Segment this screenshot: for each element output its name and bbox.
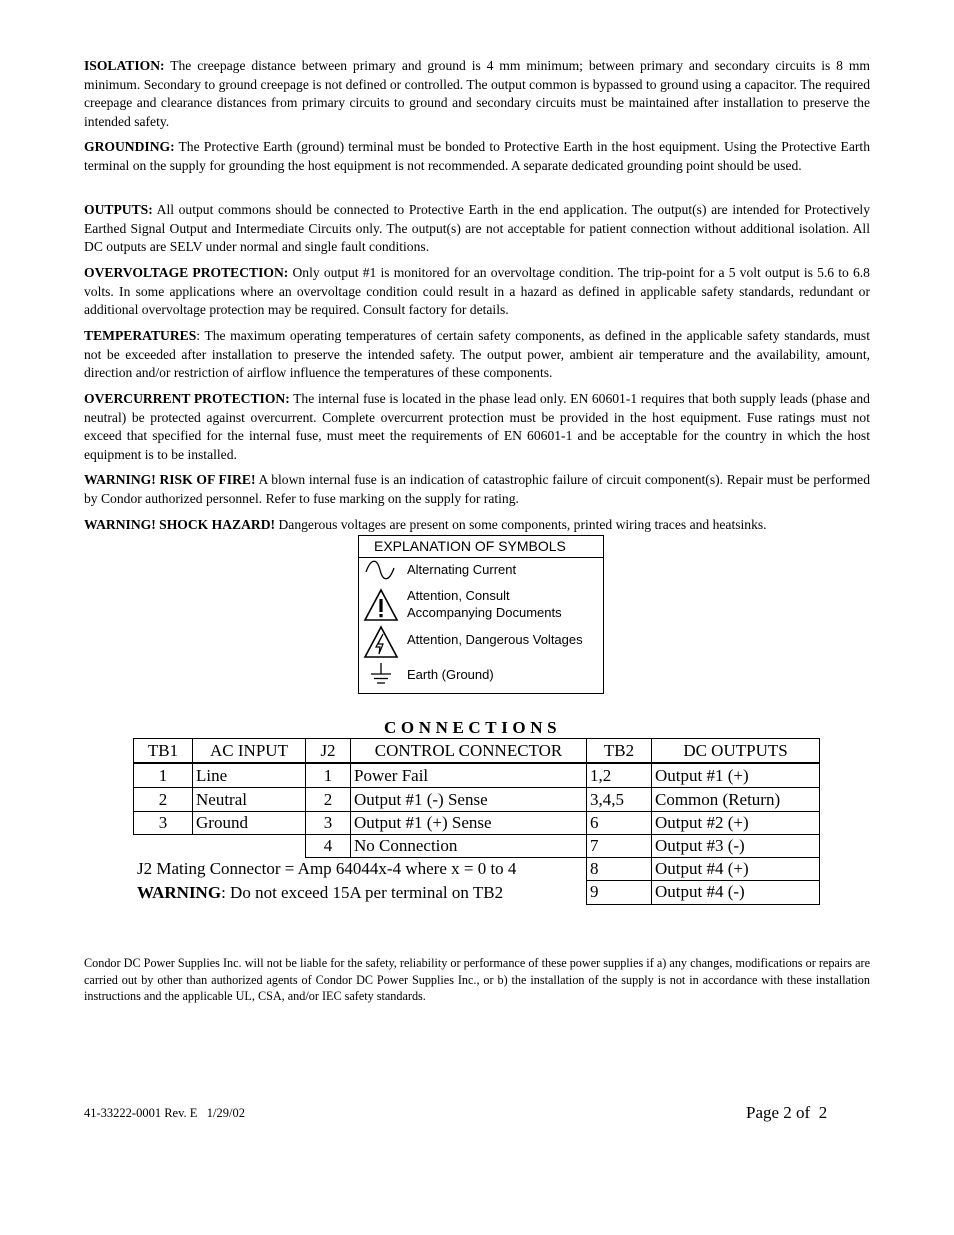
temperatures-paragraph [84, 327, 870, 383]
tb2-pin: 3,4,5 [590, 790, 624, 809]
warning-label: WARNING [137, 883, 222, 902]
mating-connector-note: J2 Mating Connector = Amp 64044x-4 where x = 0 to 4 [137, 859, 517, 878]
tb2-pin: 9 [590, 882, 599, 901]
shock-warning-heading: WARNING! SHOCK HAZARD! [84, 517, 276, 532]
fire-warning-text: A blown internal fuse is an indication of catastrophic failure of circuit component(s). Repair must be performed by Condor authorized personnel. Refer to fuse marking on the supply for rating. [84, 472, 870, 506]
j2-pin: 4 [323, 836, 333, 855]
j2-name: Output #1 (-) Sense [354, 790, 488, 809]
symbol-label-earth: Earth (Ground) [407, 667, 494, 682]
tb2-name: Output #1 (+) [655, 766, 749, 785]
connections-title: CONNECTIONS [384, 718, 562, 737]
tb2-pin: 6 [590, 813, 599, 832]
warning-text: : Do not exceed 15A per terminal on TB2 [221, 883, 504, 902]
header-j2: J2 [320, 741, 336, 760]
earth-ground-icon [363, 662, 399, 692]
header-tb1: TB1 [147, 741, 179, 760]
temperatures-text: : The maximum operating temperatures of certain safety components, as defined in the applicable safety standards, must not be exceeded after installation to preserve the intended safety. The output power, ambient air temperature and the availability, amount, direction and/or restriction of airflow influence the temperatures of these components. [84, 328, 870, 381]
symbol-label-ac: Alternating Current [407, 562, 517, 577]
overcurrent-text: The internal fuse is located in the phase lead only. EN 60601-1 requires that both supply leads (phase and neutral) be protected against overcurrent. Complete overcurrent protection must be provided in the host equipment. Fuse ratings must not exceed that specified for the internal fuse, must meet the requirements of EN 60601-1 and be acceptable for the country in which the host equipment is to be installed. [84, 391, 870, 462]
tb2-name: Output #2 (+) [655, 813, 749, 832]
outputs-text: All output commons should be connected to Protective Earth in the end application. The output(s) are intended for Protectively Earthed Signal Output and Intermediate Circuits only. The output(s) are not acceptable for patient connection without additional isolation. All DC outputs are SELV under normal and single fault conditions. [84, 202, 870, 255]
fire-warning-paragraph [84, 471, 870, 508]
tb2-pin: 1,2 [590, 766, 612, 785]
symbol-label-attention-line1: Attention, Consult [407, 588, 510, 603]
symbol-row-attention [359, 588, 603, 622]
attention-icon [363, 588, 399, 626]
dangerous-voltage-icon [363, 625, 399, 663]
j2-pin: 1 [323, 766, 333, 785]
tb2-pin: 7 [590, 836, 599, 855]
j2-pin: 2 [323, 790, 333, 809]
symbol-row-voltage [359, 625, 603, 659]
grounding-heading: GROUNDING: [84, 139, 175, 154]
isolation-paragraph [84, 57, 870, 131]
overcurrent-heading: OVERCURRENT PROTECTION: [84, 391, 290, 406]
grounding-paragraph [84, 138, 870, 175]
outputs-heading: OUTPUTS: [84, 202, 153, 217]
overvoltage-text: Only output #1 is monitored for an overvoltage condition. The trip-point for a 5 volt output is 5.6 to 6.8 volts. In some applications where an overvoltage condition could result in a hazard as defined in applicable safety standards, redundant or additional overvoltage protection may be required. Consult factory for details. [84, 265, 870, 318]
overvoltage-paragraph [84, 264, 870, 320]
liability-disclaimer: Condor DC Power Supplies Inc. will not be liable for the safety, reliability or performance of these power supplies if a) any changes, modifications or repairs are carried out by other than authorized agents of Condor DC Power Supplies Inc., or b) the installation of the supply is not in accordance with these installation instructions and the applicable UL, CSA, and/or IEC safety standards. [84, 956, 870, 1003]
j2-name: Output #1 (+) Sense [354, 813, 492, 832]
shock-warning-paragraph [84, 516, 870, 535]
page-number: Page 2 of 2 [746, 1103, 828, 1122]
symbols-title: EXPLANATION OF SYMBOLS [359, 536, 603, 558]
tb2-current-warning [137, 883, 503, 903]
outputs-paragraph [84, 201, 870, 257]
symbol-row-ac [359, 560, 603, 582]
tb2-pin: 8 [590, 859, 599, 878]
j2-name: Power Fail [354, 766, 429, 785]
symbols-legend [358, 535, 604, 694]
tb1-pin: 2 [158, 790, 168, 809]
shock-warning-text: Dangerous voltages are present on some components, printed wiring traces and heatsinks. [275, 517, 767, 532]
grounding-text: The Protective Earth (ground) terminal must be bonded to Protective Earth in the host equipment. Using the Protective Earth terminal on the supply for grounding the host equipment is not recommended. A separate dedicated grounding point should be used. [84, 139, 870, 173]
tb2-name: Output #4 (-) [655, 882, 745, 901]
overcurrent-paragraph [84, 390, 870, 464]
document-id: 41-33222-0001 Rev. E 1/29/02 [84, 1106, 245, 1120]
symbol-row-earth [359, 662, 603, 688]
tb1-name: Line [196, 766, 228, 785]
header-tb2: TB2 [603, 741, 635, 760]
tb1-pin: 1 [158, 766, 168, 785]
temperatures-heading: TEMPERATURES [84, 328, 197, 343]
header-dc-outputs: DC OUTPUTS [683, 741, 788, 760]
tb1-name: Ground [196, 813, 248, 832]
tb2-name: Common (Return) [655, 790, 781, 809]
tb1-name: Neutral [196, 790, 247, 809]
tb1-pin: 3 [158, 813, 168, 832]
symbol-label-voltage: Attention, Dangerous Voltages [407, 632, 583, 647]
tb2-name: Output #4 (+) [655, 859, 749, 878]
tb2-name: Output #3 (-) [655, 836, 745, 855]
alternating-current-icon [363, 560, 397, 584]
j2-name: No Connection [354, 836, 458, 855]
header-ac-input: AC INPUT [210, 741, 288, 760]
overvoltage-heading: OVERVOLTAGE PROTECTION: [84, 265, 289, 280]
symbol-label-attention-line2: Accompanying Documents [407, 605, 562, 620]
header-control-connector: CONTROL CONNECTOR [374, 741, 563, 760]
isolation-text: The creepage distance between primary and ground is 4 mm minimum; between primary and secondary circuits is 8 mm minimum. Secondary to ground creepage is not defined or controlled. The output common is bypassed to ground using a capacitor. The required creepage and clearance distances from primary circuits to ground and secondary circuits must be maintained after installation to preserve the intended safety. [84, 58, 870, 129]
isolation-heading: ISOLATION: [84, 58, 165, 73]
j2-pin: 3 [323, 813, 333, 832]
fire-warning-heading: WARNING! RISK OF FIRE! [84, 472, 256, 487]
